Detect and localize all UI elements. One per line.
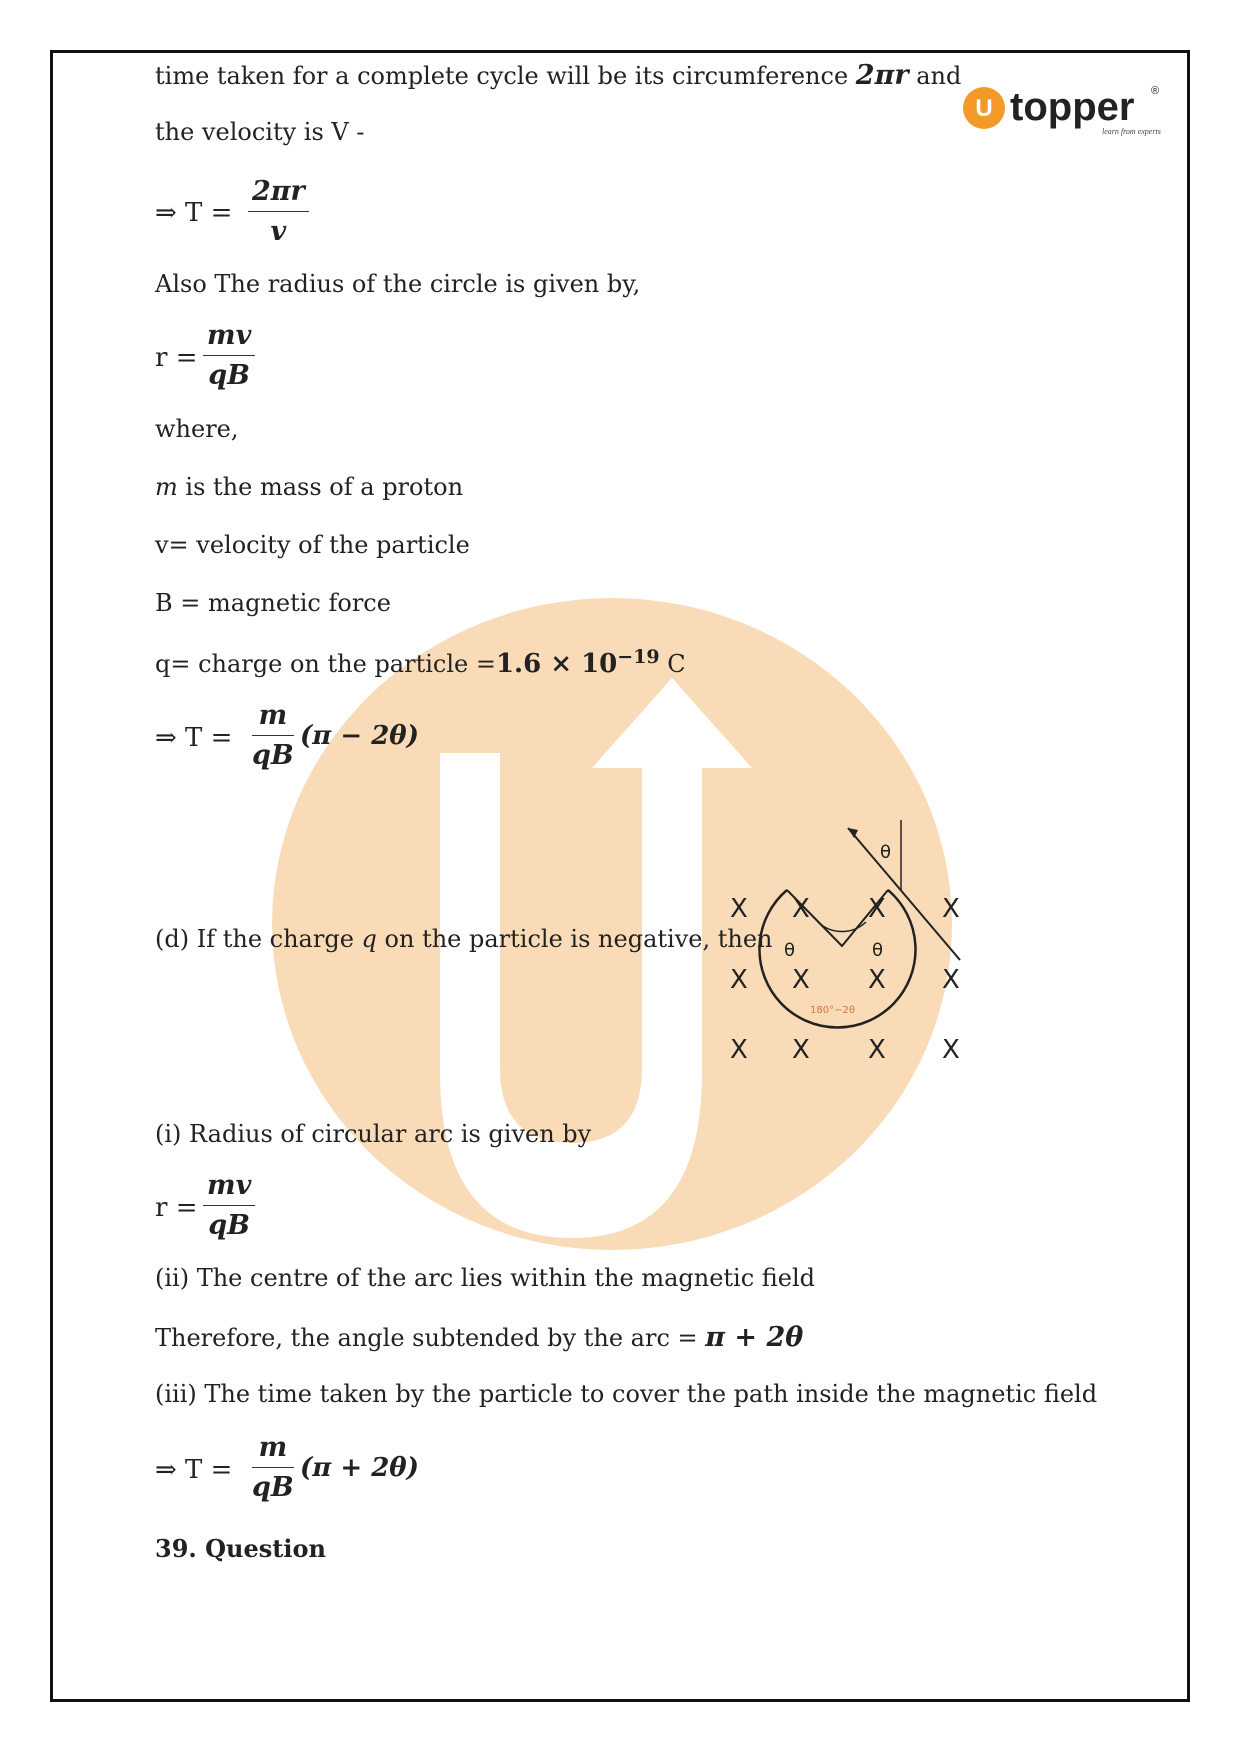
eq1-numerator: 2πr: [248, 176, 309, 212]
circumference-text: time taken for a complete cycle will be its circumference: [155, 62, 849, 90]
circumference-math: 2πr: [855, 60, 909, 91]
eq4-numerator: mv: [203, 1170, 255, 1206]
text-line-part-i: (i) Radius of circular arc is given by: [155, 1120, 592, 1148]
field-cross-icon: X: [792, 894, 810, 924]
logo-tagline: learn from experts: [1102, 127, 1161, 136]
brand-logo-graphic: [962, 82, 1162, 142]
eq3-numerator: m: [252, 700, 294, 736]
angle-label-right: θ: [872, 940, 884, 961]
field-cross-icon: X: [792, 965, 810, 995]
eq3-denominator: qB: [252, 740, 294, 771]
logo-badge-letter: U: [975, 95, 993, 122]
magnetic-field-diagram: [720, 810, 990, 1080]
charge-exponent: −19: [617, 646, 660, 668]
text-line-mass: [155, 473, 463, 501]
eq5-paren-text: (π + 2θ): [300, 1453, 419, 1483]
eq5-numerator: m: [252, 1432, 294, 1468]
part-d-variable: q: [361, 925, 377, 953]
eq4-denominator: qB: [208, 1210, 250, 1241]
charge-value: 1.6 × 10: [495, 649, 618, 679]
equation-2-lhs: r =: [155, 343, 198, 373]
therefore-text: Therefore, the angle subtended by the arc =: [155, 1324, 706, 1352]
mass-text: is the mass of a proton: [185, 473, 464, 501]
text-line-b-definition: B = magnetic force: [155, 589, 391, 617]
text-line-part-ii: (ii) The centre of the arc lies within the magnetic field: [155, 1264, 816, 1292]
eq2-denominator: qB: [208, 360, 250, 391]
therefore-math: π + 2θ: [705, 1322, 804, 1353]
text-line-v-definition: v= velocity of the particle: [155, 531, 470, 559]
equation-1-lhs: ⇒ T =: [155, 198, 233, 228]
eq1-denominator: v: [270, 216, 287, 247]
text-line-therefore: [155, 1322, 803, 1353]
equation-4-fraction: [203, 1170, 255, 1241]
equation-2-fraction: [203, 320, 255, 391]
equation-4-lhs: r =: [155, 1193, 198, 1223]
text-line-part-d: [155, 925, 772, 953]
mass-variable: m: [155, 473, 178, 501]
charge-unit: C: [659, 650, 686, 678]
eq2-numerator: mv: [203, 320, 255, 356]
field-cross-icon: X: [730, 894, 748, 924]
eq5-denominator: qB: [252, 1472, 294, 1503]
text-line-charge: [155, 646, 686, 679]
equation-1-fraction: [248, 176, 309, 247]
text-line-part-iii: (iii) The time taken by the particle to cover the path inside the magnetic field: [155, 1380, 1098, 1408]
text-line-radius-intro: Also The radius of the circle is given by,: [155, 270, 641, 298]
equation-5-lhs: ⇒ T =: [155, 1455, 233, 1485]
field-cross-icon: X: [868, 894, 886, 924]
equation-3-fraction: [252, 700, 294, 771]
circumference-end: and: [916, 62, 962, 90]
logo-registered: ®: [1151, 85, 1160, 97]
part-d-text-b: on the particle is negative, then: [376, 925, 773, 953]
part-d-text-a: (d) If the charge: [155, 925, 362, 953]
question-heading: 39. Question: [155, 1534, 326, 1563]
equation-3-parenthesis: [300, 721, 419, 751]
charge-text: q= charge on the particle =: [155, 650, 496, 678]
equation-5-fraction: [252, 1432, 294, 1503]
eq3-paren-text: (π − 2θ): [300, 721, 419, 751]
field-cross-icon: X: [730, 1035, 748, 1065]
arc-angle-label: 180°−2θ: [810, 1005, 855, 1016]
text-line-circumference: [155, 60, 961, 91]
logo-wordmark: topper: [1010, 85, 1135, 129]
equation-3-lhs: ⇒ T =: [155, 723, 233, 753]
field-cross-icon: X: [942, 894, 960, 924]
angle-label-left: θ: [784, 940, 796, 961]
text-line-velocity: the velocity is V -: [155, 118, 365, 146]
field-cross-icon: X: [868, 965, 886, 995]
field-cross-icon: X: [730, 965, 748, 995]
equation-5-parenthesis: [300, 1453, 419, 1483]
brand-logo: [962, 82, 1162, 142]
field-cross-icon: X: [942, 965, 960, 995]
field-cross-icon: X: [792, 1035, 810, 1065]
text-line-where: where,: [155, 415, 239, 443]
field-cross-icon: X: [942, 1035, 960, 1065]
field-cross-icon: X: [868, 1035, 886, 1065]
angle-label-top: θ: [880, 842, 892, 863]
